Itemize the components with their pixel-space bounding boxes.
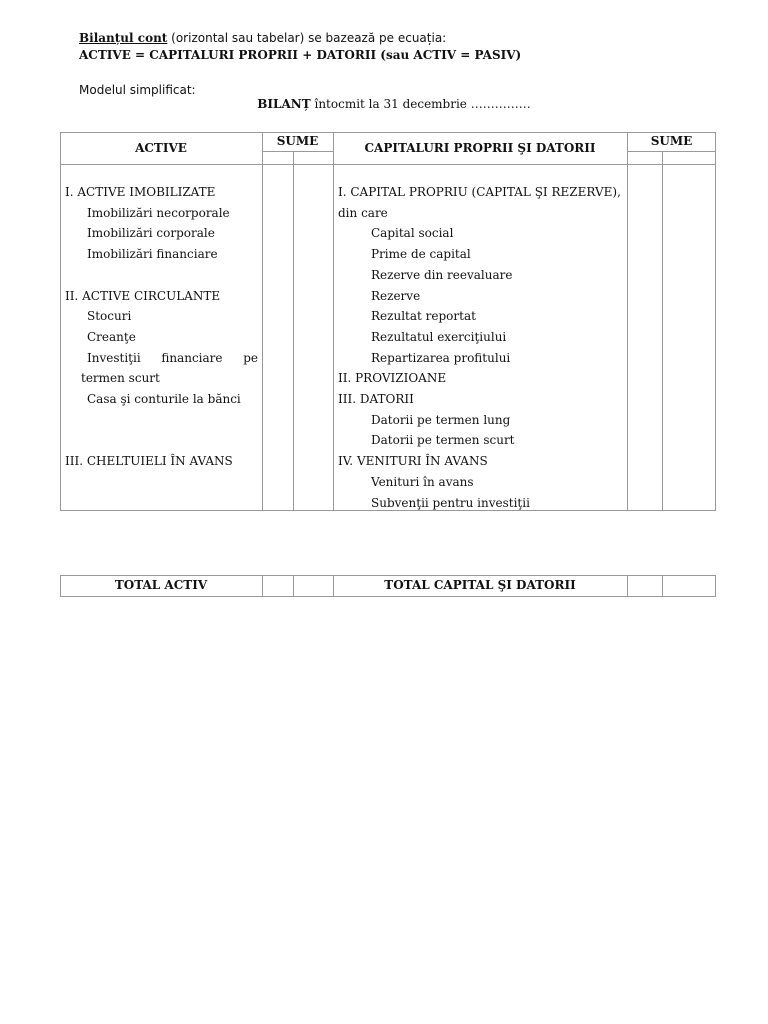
word: pe: [243, 350, 258, 365]
capital-section-venituri: IV. VENITURI ÎN AVANS: [338, 454, 488, 469]
header-sume-right: SUME: [650, 134, 693, 148]
capital-item: Subvenţii pentru investiţii: [371, 495, 530, 510]
simplified-model-label: Modelul simplificat:: [79, 83, 196, 97]
total-capital-label: TOTAL CAPITAL ŞI DATORII: [384, 578, 576, 592]
capital-item: Venituri în avans: [371, 474, 474, 489]
intro-text: [79, 30, 521, 99]
active-item: Imobilizări financiare: [87, 247, 218, 262]
header-sume-left: SUME: [276, 134, 319, 148]
capital-section-provizioane: II. PROVIZIOANE: [338, 371, 447, 386]
capital-item: Rezerve: [371, 288, 421, 303]
capital-item: Capital social: [371, 226, 454, 241]
equation-line: ACTIVE = CAPITALURI PROPRII + DATORII (sau ACTIV = PASIV): [79, 48, 522, 62]
active-item: Imobilizări corporale: [87, 226, 215, 241]
balance-title: [0, 97, 768, 111]
active-section-circulante: II. ACTIVE CIRCULANTE: [65, 288, 221, 303]
capital-item: Prime de capital: [371, 247, 471, 262]
active-item-continuation: termen scurt: [81, 371, 160, 386]
header-capital-datorii: CAPITALURI PROPRII ŞI DATORII: [364, 141, 596, 155]
active-list: [65, 182, 258, 472]
capital-item: Datorii pe termen lung: [371, 412, 511, 427]
word: Investiţii: [87, 350, 141, 365]
word: financiare: [161, 350, 223, 365]
active-item: Creanţe: [87, 329, 136, 344]
intro-line-1-rest: (orizontal sau tabelar) se bazează pe ecuația:: [167, 31, 447, 45]
intro-term: Bilanțul cont: [79, 31, 168, 45]
balance-table: [60, 132, 716, 511]
active-section-cheltuieli: III. CHELTUIELI ÎN AVANS: [65, 454, 233, 469]
capital-item: Datorii pe termen scurt: [371, 433, 515, 448]
active-item: Imobilizări necorporale: [87, 205, 230, 220]
intro-line-1: [79, 30, 521, 47]
capital-section-propriu: I. CAPITAL PROPRIU (CAPITAL ŞI REZERVE),: [338, 185, 621, 199]
capital-item: Rezultatul exerciţiului: [371, 329, 507, 344]
capital-item: Rezerve din reevaluare: [371, 267, 513, 282]
active-item-investitii: [65, 348, 258, 369]
total-activ-label: TOTAL ACTIV: [114, 578, 208, 592]
active-item: Stocuri: [87, 309, 132, 324]
balance-title-rest: întocmit la 31 decembrie ……………: [310, 97, 531, 111]
active-section-imobilizate: I. ACTIVE IMOBILIZATE: [65, 185, 216, 199]
totals-table: [60, 575, 716, 597]
capital-item: Repartizarea profitului: [371, 350, 511, 365]
capital-section-continuation: din care: [338, 205, 388, 220]
capital-section-datorii: III. DATORII: [338, 392, 414, 407]
balance-title-bold: BILANȚ: [257, 97, 311, 111]
capital-item: Rezultat reportat: [371, 309, 476, 324]
capital-list: [338, 182, 624, 513]
header-active: ACTIVE: [135, 141, 187, 155]
active-item: Casa şi conturile la bănci: [87, 392, 241, 407]
